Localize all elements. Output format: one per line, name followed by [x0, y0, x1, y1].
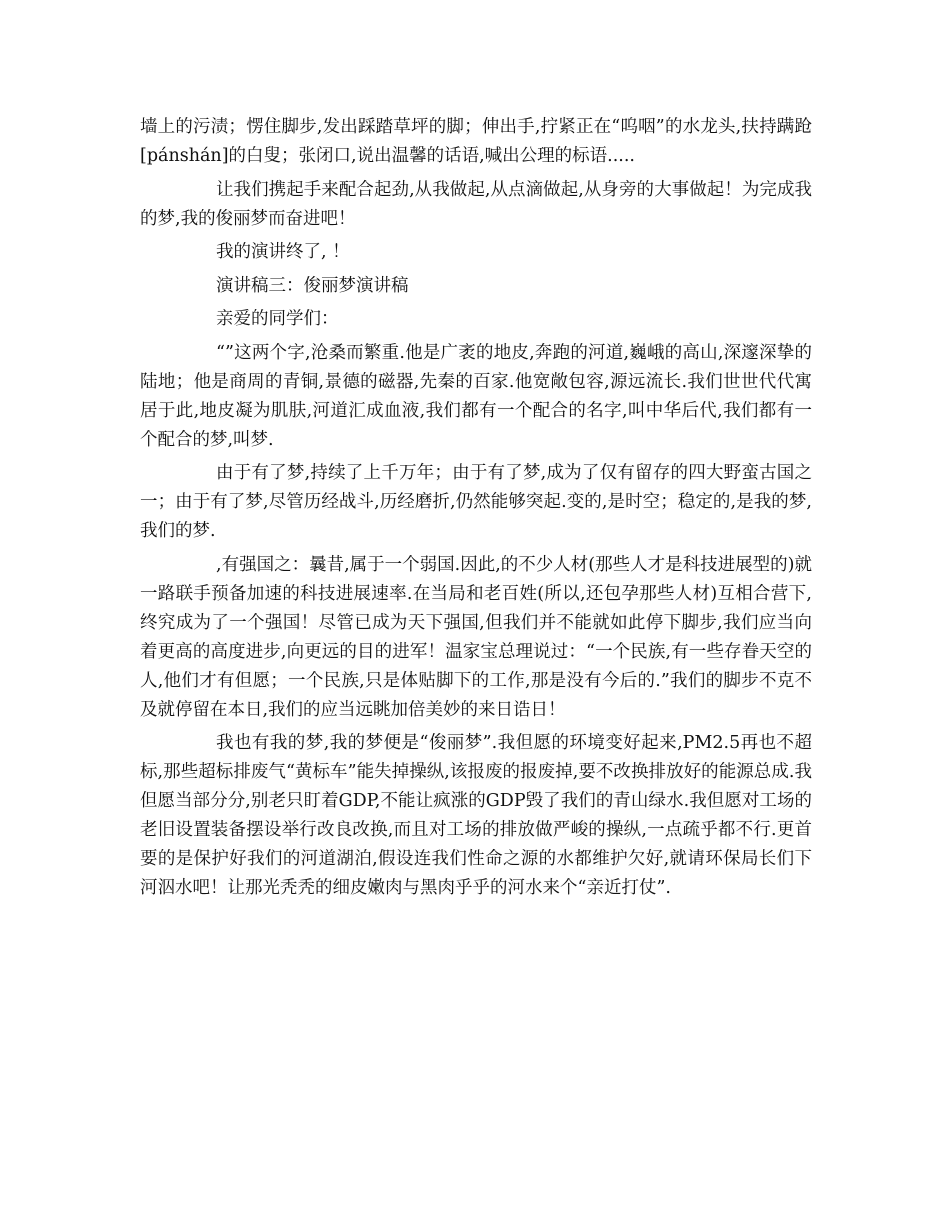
- section-heading: 演讲稿三：俊丽梦演讲稿: [216, 275, 409, 296]
- paragraph-2: 让我们携起手来配合起劲,从我做起,从点滴做起,从身旁的大事做起！为完成我的梦,我的俊丽梦而奋进吧！: [140, 179, 812, 229]
- paragraph-6: “”这两个字,沧桑而繁重.他是广袤的地皮,奔跑的河道,巍峨的高山,深邃深挚的陆地；他是商周的青铜,景德的磁器,先秦的百家.他宽敞包容,源远流长.我们世世代代寓居于此,地皮凝为肌肤,河道汇成血液,我们都有一个配合的名字,叫中华后代,我们都有一个配合的梦,叫梦.: [140, 342, 812, 450]
- document-page: [140, 113, 812, 908]
- paragraph-9: 我也有我的梦,我的梦便是“俊丽梦”.我但愿的环境变好起来,PM2.5再也不超标,那些超标排废气“黄标车”能失掉操纵,该报废的报废掉,要不改换排放好的能源总成.我但愿当部分分,别老只盯着GDP,不能让疯涨的GDP毁了我们的青山绿水.我但愿对工场的老旧设置装备摆设举行改良改换,而且对工场的排放做严峻的操纵,一点疏乎都不行.更首要的是保护好我们的河道湖泊,假设连我们性命之源的水都维护欠好,就请环保局长们下河泅水吧！让那光秃秃的细皮嫩肉与黑肉乎乎的河水来个“亲近打仗”.: [140, 733, 812, 898]
- paragraph-1: 墙上的污渍；愣住脚步,发出踩踏草坪的脚；伸出手,拧紧正在“呜咽”的水龙头,扶持蹒跄[pánshán]的白叟；张闭口,说出温馨的话语,喊出公理的标语.....: [140, 117, 812, 166]
- paragraph-7: 由于有了梦,持续了上千万年；由于有了梦,成为了仅有留存的四大野蛮古国之一；由于有了梦,尽管历经战斗,历经磨折,仍然能够突起.变的,是时空；稳定的,是我的梦,我们的梦.: [140, 463, 812, 541]
- paragraph-3: 我的演讲终了, ！: [216, 242, 350, 262]
- salutation: 亲爱的同学们：: [216, 309, 339, 329]
- paragraph-8: ,有强国之：曩昔,属于一个弱国.因此,的不少人材(那些人才是科技进展型的)就一路联手预备加速的科技进展速率.在当局和老百姓(所以,还包孕那些人材)互相合营下,终究成为了一个强国！尽管已成为天下强国,但我们并不能就如此停下脚步,我们应当向着更高的高度进步,向更远的目的进军！温家宝总理说过：“一个民族,有一些存眷天空的人,他们才有但愿；一个民族,只是体贴脚下的工作,那是没有今后的.”我们的脚步不克不及就停留在本日,我们的应当远眺加倍美妙的来日诰日！: [140, 554, 812, 720]
